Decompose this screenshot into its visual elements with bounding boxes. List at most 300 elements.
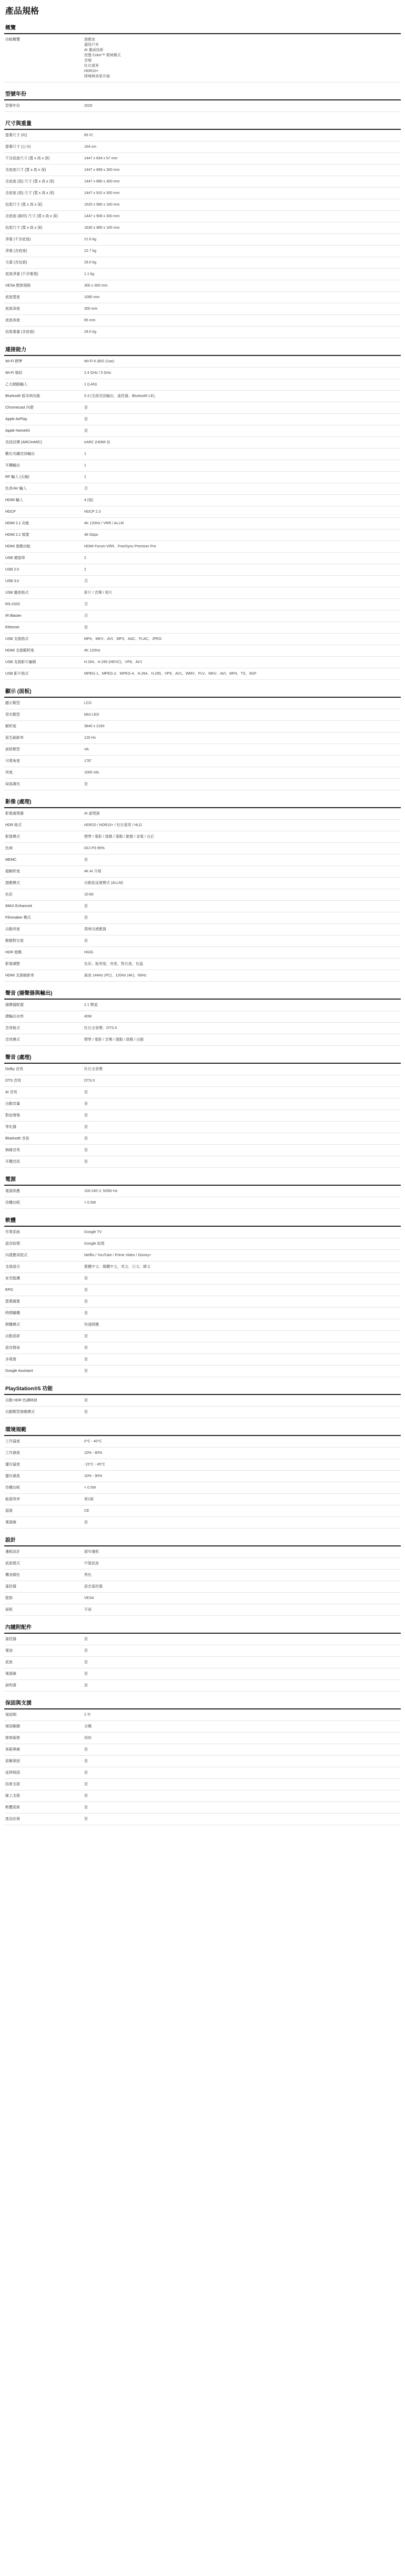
spec-row — [4, 866, 401, 878]
spec-value: 是 — [84, 782, 88, 786]
spec-value: 繁體中文、簡體中文、英文、日文、韓文 — [84, 1265, 150, 1269]
spec-row — [4, 1779, 401, 1790]
section-heading: 內隨附配件 — [4, 1621, 401, 1634]
spec-label: 待機功耗 — [5, 1201, 20, 1205]
spec-label: 邊框設計 — [5, 1550, 20, 1554]
spec-row — [4, 1133, 401, 1145]
spec-value: 1620 x 980 x 160 mm — [84, 203, 120, 207]
spec-row — [4, 1296, 401, 1308]
spec-value: 是 — [84, 1684, 88, 1687]
spec-row — [4, 222, 401, 234]
spec-label: 自動更新 — [5, 1335, 20, 1338]
spec-row — [4, 391, 401, 402]
spec-value: 是 — [84, 1817, 88, 1821]
spec-label: 語音助理 — [5, 1242, 20, 1246]
spec-row — [4, 1011, 401, 1023]
spec-label: Ethernet — [5, 626, 19, 629]
spec-value: 10% - 90% — [84, 1474, 103, 1478]
spec-value: Netflix / YouTube / Prime Video / Disney+ — [84, 1254, 151, 1257]
spec-value: 是 — [84, 1311, 88, 1315]
spec-label: 音效格式 — [5, 1026, 20, 1030]
section-heading: 連接能力 — [4, 343, 401, 356]
spec-label: VESA 壁掛規格 — [5, 284, 31, 288]
spec-row — [4, 1517, 401, 1529]
spec-section — [4, 22, 401, 83]
spec-value: 65 mm — [84, 319, 96, 322]
spec-value: 平面 — [84, 1608, 92, 1612]
spec-label: 產品註冊 — [5, 1817, 20, 1821]
section-heading: 概覽 — [4, 22, 401, 34]
section-heading: 顯示 (面板) — [4, 685, 401, 698]
spec-row — [4, 610, 401, 622]
spec-label: 色彩 — [5, 893, 13, 897]
spec-value: 否 — [84, 614, 88, 618]
spec-row — [4, 1604, 401, 1616]
spec-row — [4, 767, 401, 779]
spec-label: 自動音量 — [5, 1102, 20, 1106]
spec-value: 是 — [84, 1358, 88, 1361]
spec-value: 2 — [84, 556, 86, 560]
spec-label: 電池 — [5, 1649, 13, 1653]
spec-row — [4, 1366, 401, 1377]
spec-row — [4, 176, 401, 188]
spec-label: HDR 格式 — [5, 823, 22, 827]
spec-label: 內建應用程式 — [5, 1254, 27, 1257]
spec-row — [4, 530, 401, 541]
spec-row — [4, 460, 401, 472]
spec-label: 音效模式 — [5, 1038, 20, 1042]
spec-label: 耳機音訊 — [5, 1160, 20, 1164]
spec-label: Filmmaker 模式 — [5, 916, 31, 920]
spec-value: 29.0 kg — [84, 330, 96, 334]
spec-row — [4, 1657, 401, 1668]
spec-label: Dolby 音效 — [5, 1067, 23, 1071]
spec-label: 遙控器 — [5, 1585, 16, 1589]
spec-value: 0°C - 40°C — [84, 1440, 102, 1443]
spec-row — [4, 1075, 401, 1087]
spec-row — [4, 211, 401, 222]
spec-label: 螢幕鏡像 — [5, 1300, 20, 1304]
spec-row — [4, 100, 401, 112]
spec-value: 1.1 kg — [84, 272, 95, 276]
spec-row — [4, 34, 401, 83]
spec-value: 是 — [84, 904, 88, 908]
spec-label: 含底座 (低) 尺寸 (寬 x 高 x 深) — [5, 180, 54, 184]
spec-row — [4, 1098, 401, 1110]
spec-section — [4, 1621, 401, 1692]
spec-label: 影像處理器 — [5, 812, 24, 816]
spec-row — [4, 483, 401, 495]
spec-value: 是 — [84, 1410, 88, 1414]
spec-row — [4, 744, 401, 756]
spec-value: 1 — [84, 452, 86, 456]
spec-value: HDCP 2.3 — [84, 510, 101, 514]
spec-row — [4, 935, 401, 947]
spec-label: 底座 — [5, 1661, 13, 1664]
spec-value: 178° — [84, 759, 92, 763]
spec-value: < 0.5W — [84, 1201, 96, 1205]
spec-row — [4, 1261, 401, 1273]
spec-row — [4, 315, 401, 327]
spec-row — [4, 1331, 401, 1342]
spec-value: 是 — [84, 1160, 88, 1164]
spec-row — [4, 808, 401, 820]
spec-value: 否 — [84, 603, 88, 606]
spec-label: 音訊回傳 (ARC/eARC) — [5, 441, 43, 444]
spec-row — [4, 1186, 401, 1197]
spec-value: 杜比全景聲 — [84, 1067, 103, 1071]
section-heading: PlayStation®5 功能 — [4, 1382, 401, 1395]
spec-value: 2025 — [84, 104, 93, 108]
spec-row — [4, 437, 401, 449]
spec-row — [4, 1285, 401, 1296]
spec-value: 中置底座 — [84, 1562, 99, 1565]
spec-label: 螢幕尺寸 (吋) — [5, 134, 27, 137]
spec-value: 是 — [84, 1114, 88, 1117]
spec-value: 環境光感應器 — [84, 928, 106, 931]
spec-label: 電源供應 — [5, 1189, 20, 1193]
spec-section — [4, 1382, 401, 1418]
section-heading: 影像 (處理) — [4, 796, 401, 808]
spec-value: 1000 nits — [84, 771, 99, 775]
spec-row — [4, 901, 401, 912]
spec-row — [4, 280, 401, 292]
spec-value: DCI-P3 95% — [84, 847, 105, 850]
spec-value: 超窄邊框 — [84, 1550, 99, 1554]
spec-row — [4, 257, 401, 269]
spec-row — [4, 356, 401, 368]
spec-value: 是 — [84, 1369, 88, 1373]
spec-row — [4, 130, 401, 141]
spec-value: 是 — [84, 626, 88, 629]
spec-row — [4, 924, 401, 935]
spec-value: 2.4 GHz / 5 GHz — [84, 371, 112, 375]
spec-row — [4, 831, 401, 843]
spec-value: Wi-Fi 6 (802.11ax) — [84, 360, 115, 363]
spec-row — [4, 843, 401, 854]
spec-label: MEMC — [5, 858, 17, 862]
section-heading: 保固與支援 — [4, 1697, 401, 1709]
spec-section — [4, 117, 401, 338]
section-heading: 軟體 — [4, 1214, 401, 1227]
spec-row — [4, 564, 401, 576]
spec-value: 5.3 (支援音訊輸出、遙控器、Bluetooth LE)。 — [84, 394, 158, 398]
spec-row — [4, 518, 401, 530]
spec-value: 是 — [84, 1137, 88, 1141]
spec-value: 最高 144Hz (PC)、120Hz (4K)、60Hz — [84, 974, 147, 978]
spec-row — [4, 1308, 401, 1319]
spec-label: 包裝重量 (含底座) — [5, 330, 35, 334]
spec-row — [4, 622, 401, 634]
spec-row — [4, 1110, 401, 1122]
section-heading: 設計 — [4, 1534, 401, 1546]
spec-value: AI 處理器 — [84, 812, 100, 816]
spec-row — [4, 1558, 401, 1570]
spec-value: DTS:X — [84, 1079, 95, 1083]
spec-row — [4, 472, 401, 483]
spec-value: 10% - 80% — [84, 1451, 103, 1455]
spec-row — [4, 425, 401, 437]
spec-value: 4 (後) — [84, 498, 94, 502]
spec-row — [4, 947, 401, 959]
spec-value: 是 — [84, 939, 88, 943]
spec-value: 21.6 kg — [84, 238, 96, 241]
spec-row — [4, 721, 401, 732]
spec-row — [4, 698, 401, 709]
spec-value: 影片 / 音樂 / 相片 — [84, 591, 113, 595]
spec-value: 是 — [84, 1277, 88, 1280]
spec-row — [4, 1814, 401, 1825]
spec-section — [4, 1051, 401, 1168]
spec-value: 4K 120Hz / VRR / ALLM — [84, 522, 124, 525]
spec-section — [4, 987, 401, 1046]
spec-label: USB 3.0 — [5, 579, 19, 583]
spec-value: 22.7 kg — [84, 249, 96, 253]
spec-label: 能源效率 — [5, 1498, 20, 1501]
spec-label: Bluetooth 版本與功能 — [5, 394, 40, 398]
spec-label: 說明書 — [5, 1684, 16, 1687]
spec-section — [4, 1534, 401, 1616]
spec-value: 是 — [84, 1637, 88, 1641]
spec-label: 超解析度 — [5, 870, 20, 873]
spec-row — [4, 1744, 401, 1756]
spec-label: 儲存溫度 — [5, 1463, 20, 1467]
spec-row — [4, 506, 401, 518]
spec-row — [4, 199, 401, 211]
section-heading: 聲音 (處理) — [4, 1051, 401, 1064]
spec-label: IMAX Enhanced — [5, 904, 32, 908]
spec-label: 底座寬度 — [5, 296, 20, 299]
spec-row — [4, 1156, 401, 1168]
spec-label: 局部調光 — [5, 782, 20, 786]
spec-row — [4, 553, 401, 564]
spec-label: 底座樣式 — [5, 1562, 20, 1565]
spec-label: 包裝尺寸 (寬 x 高 x 深) — [5, 203, 43, 207]
spec-value: 是 — [84, 916, 88, 920]
spec-row — [4, 1227, 401, 1238]
spec-value: 是 — [84, 1288, 88, 1292]
spec-value: 全機 — [84, 1725, 92, 1728]
spec-row — [4, 599, 401, 610]
spec-value: 是 — [84, 858, 88, 862]
spec-value: 第1級 — [84, 1498, 94, 1501]
spec-row — [4, 1319, 401, 1331]
spec-value: HGiG — [84, 951, 94, 954]
spec-label: 延伸保固 — [5, 1771, 20, 1775]
spec-value: 300 mm — [84, 307, 98, 311]
spec-label: 多視窗 — [5, 1358, 16, 1361]
spec-label: 功能概覽 — [5, 38, 20, 42]
spec-row — [4, 1436, 401, 1448]
spec-value: LCD — [84, 701, 92, 705]
spec-label: 遙控器 — [5, 1637, 16, 1641]
spec-row — [4, 327, 401, 338]
spec-row — [4, 709, 401, 721]
spec-label: 含底座 (條形) 尺寸 (寬 x 高 x 深) — [5, 215, 58, 218]
spec-label: RS-232C — [5, 603, 21, 606]
spec-label: 包裝尺寸 (寬 x 高 x 深) — [5, 226, 43, 230]
spec-label: RF 輸入 (天線) — [5, 475, 29, 479]
spec-section — [4, 685, 401, 790]
spec-label: Bluetooth 音訊 — [5, 1137, 29, 1141]
spec-label: 原廠保固 — [5, 1759, 20, 1763]
spec-row — [4, 1000, 401, 1011]
spec-label: 影像調整 — [5, 962, 20, 966]
spec-label: 耳機輸出 — [5, 464, 20, 467]
spec-label: Chromecast 內建 — [5, 406, 34, 410]
page-title: 產品規格 — [5, 7, 39, 16]
spec-row — [4, 1546, 401, 1558]
spec-label: EPG — [5, 1288, 13, 1292]
spec-row — [4, 1407, 401, 1418]
spec-row — [4, 1471, 401, 1482]
spec-value: 是 — [84, 429, 88, 433]
spec-value: 100-240 V, 50/60 Hz — [84, 1189, 118, 1193]
spec-row — [4, 854, 401, 866]
spec-label: 揚聲器配置 — [5, 1003, 24, 1007]
spec-section — [4, 1214, 401, 1377]
spec-value: Google 助理 — [84, 1242, 105, 1246]
spec-row — [4, 1634, 401, 1645]
spec-value: HDR10 / HDR10+ / 杜比視界 / HLG — [84, 823, 142, 827]
spec-row — [4, 414, 401, 425]
spec-row — [4, 379, 401, 391]
spec-row — [4, 634, 401, 645]
spec-value: 29.0 kg — [84, 261, 96, 264]
spec-label: 乙太網路輸入 — [5, 383, 27, 386]
spec-row — [4, 1593, 401, 1604]
spec-value: Google TV — [84, 1230, 102, 1234]
spec-label: 動態對比度 — [5, 939, 24, 943]
spec-label: 線上支援 — [5, 1794, 20, 1798]
spec-value: 1 — [84, 475, 86, 479]
spec-value: 1447 x 899 x 300 mm — [84, 168, 120, 172]
spec-value: 1447 x 834 x 57 mm — [84, 157, 118, 160]
spec-label: 支援語言 — [5, 1265, 20, 1269]
spec-label: 可視角度 — [5, 759, 20, 763]
spec-value: 是 — [84, 1300, 88, 1304]
spec-row — [4, 1459, 401, 1471]
spec-label: 對話增強 — [5, 1114, 20, 1117]
spec-label: 自動亮度 — [5, 928, 20, 931]
spec-label: 機身顏色 — [5, 1573, 20, 1577]
spec-value: 語音遙控器 — [84, 1585, 103, 1589]
spec-label: 底座淨重 (不含電視) — [5, 272, 38, 276]
section-heading: 尺寸與重量 — [4, 117, 401, 130]
spec-label: 壁掛 — [5, 1596, 13, 1600]
spec-row — [4, 1570, 401, 1581]
spec-value: 是 — [84, 1346, 88, 1350]
spec-value: VA — [84, 748, 89, 751]
spec-label: HDR 遊戲 — [5, 951, 22, 954]
spec-row — [4, 1767, 401, 1779]
spec-label: 背光類型 — [5, 713, 20, 717]
spec-value: 65 吋 — [84, 134, 93, 137]
spec-value: HDMI Forum VRR、FreeSync Premium Pro — [84, 545, 156, 548]
spec-label: 認證 — [5, 1509, 13, 1513]
spec-value: 300 x 300 mm — [84, 284, 108, 288]
spec-label: 家長監護 — [5, 1277, 20, 1280]
spec-row — [4, 1709, 401, 1721]
section-heading: 電源 — [4, 1173, 401, 1186]
spec-value: 是 — [84, 1102, 88, 1106]
spec-row — [4, 732, 401, 744]
spec-value: 48 Gbps — [84, 533, 98, 537]
spec-label: 型號年份 — [5, 104, 20, 108]
spec-value: 到府 — [84, 1736, 92, 1740]
spec-label: HDMI 2.1 功能 — [5, 522, 29, 525]
spec-row — [4, 645, 401, 657]
spec-label: 色差/AV 輸入 — [5, 487, 27, 491]
spec-value: 是 — [84, 406, 88, 410]
spec-row — [4, 1197, 401, 1209]
spec-label: HDMI 支援解析度 — [5, 649, 34, 653]
spec-value: -15°C - 45°C — [84, 1463, 105, 1467]
spec-value: 40W — [84, 1015, 92, 1019]
spec-label: 顯示類型 — [5, 701, 20, 705]
spec-row — [4, 1733, 401, 1744]
spec-row — [4, 1238, 401, 1250]
spec-label: 淨重 (不含底座) — [5, 238, 31, 241]
spec-value: < 0.5W — [84, 1486, 96, 1490]
spec-row — [4, 1482, 401, 1494]
spec-label: DTS 音效 — [5, 1079, 21, 1083]
spec-value: 杜比全景聲、DTS:X — [84, 1026, 117, 1030]
spec-value: 是 — [84, 1649, 88, 1653]
spec-section — [4, 343, 401, 680]
spec-row — [4, 1145, 401, 1156]
spec-row — [4, 756, 401, 767]
spec-section — [4, 1423, 401, 1529]
spec-label: 維修服務 — [5, 1736, 20, 1740]
spec-label: Apple AirPlay — [5, 418, 27, 421]
spec-label: USB 連接埠 — [5, 556, 25, 560]
spec-value: 快速開機 — [84, 1323, 99, 1327]
spec-label: Wi-Fi 標準 — [5, 360, 23, 363]
section-heading: 環境規範 — [4, 1423, 401, 1436]
spec-value: 1447 x 880 x 300 mm — [84, 180, 120, 184]
spec-label: 等化器 — [5, 1125, 16, 1129]
spec-row — [4, 1087, 401, 1098]
spec-row — [4, 153, 401, 165]
spec-label: 影像模式 — [5, 835, 20, 839]
spec-row — [4, 246, 401, 257]
spec-value: 1 (LAN) — [84, 383, 97, 386]
spec-label: Wi-Fi 頻段 — [5, 371, 23, 375]
spec-row — [4, 234, 401, 246]
spec-value: 10-bit — [84, 893, 94, 897]
spec-label: 工作濕度 — [5, 1451, 20, 1455]
spec-label: 時間關機 — [5, 1311, 20, 1315]
spec-label: HDMI 輸入 — [5, 498, 23, 502]
spec-value: 是 — [84, 1806, 88, 1809]
spec-row — [4, 303, 401, 315]
spec-row — [4, 495, 401, 506]
spec-row — [4, 449, 401, 460]
spec-row — [4, 1790, 401, 1802]
spec-section — [4, 796, 401, 982]
spec-value: 3840 x 2160 — [84, 725, 105, 728]
spec-value: 1447 x 908 x 300 mm — [84, 215, 120, 218]
spec-label: 底座高度 — [5, 319, 20, 322]
spec-section — [4, 88, 401, 112]
spec-label: USB 支援格式 — [5, 637, 29, 641]
spec-label: 開機模式 — [5, 1323, 20, 1327]
spec-label: HDCP — [5, 510, 16, 514]
spec-row — [4, 1448, 401, 1459]
spec-label: 總輸出功率 — [5, 1015, 24, 1019]
spec-row — [4, 1645, 401, 1657]
